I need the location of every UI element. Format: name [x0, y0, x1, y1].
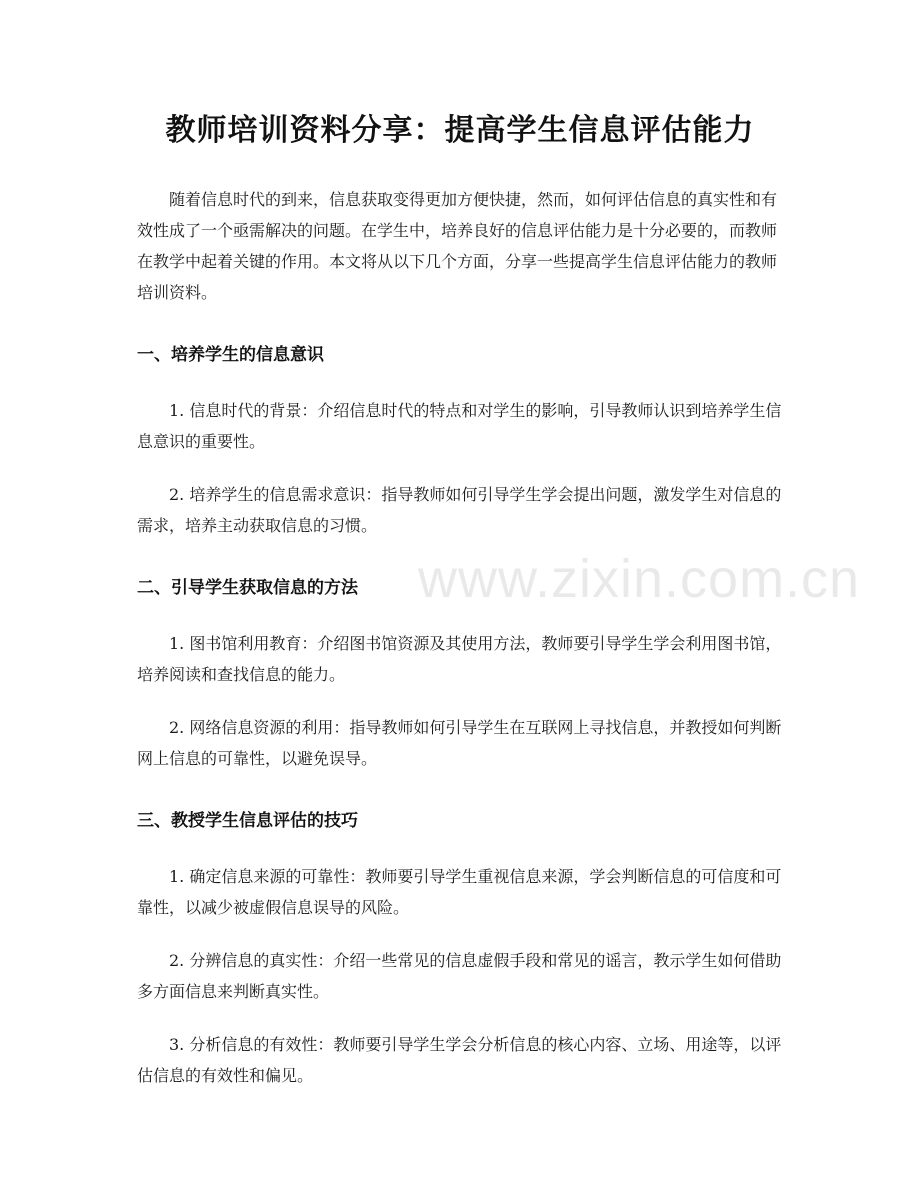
- list-item: 3. 分析信息的有效性：教师要引导学生学会分析信息的核心内容、立场、用途等，以评估信息的有效性和偏见。: [137, 1035, 782, 1085]
- list-item: 2. 培养学生的信息需求意识：指导教师如何引导学生学会提出问题，激发学生对信息的需求，培养主动获取信息的习惯。: [137, 485, 782, 535]
- list-item: 1. 确定信息来源的可靠性：教师要引导学生重视信息来源，学会判断信息的可信度和可靠性，以减少被虚假信息误导的风险。: [137, 867, 782, 917]
- section-1: [137, 340, 783, 541]
- watermark: www.zixin.com.cn: [418, 549, 861, 609]
- section-3: [137, 806, 783, 1091]
- section-heading: 二、引导学生获取信息的方法: [137, 578, 358, 598]
- section-heading: 一、培养学生的信息意识: [137, 345, 324, 365]
- section-2: [137, 573, 783, 774]
- list-item: 2. 网络信息资源的利用：指导教师如何引导学生在互联网上寻找信息，并教授如何判断网上信息的可靠性，以避免误导。: [137, 718, 782, 768]
- intro-paragraph: 随着信息时代的到来，信息获取变得更加方便快捷，然而，如何评估信息的真实性和有效性成了一个亟需解决的问题。在学生中，培养良好的信息评估能力是十分必要的，而教师在教学中起着关键的作用。本文将从以下几个方面，分享一些提高学生信息评估能力的教师培训资料。: [137, 190, 778, 302]
- list-item: 1. 信息时代的背景：介绍信息时代的特点和对学生的影响，引导教师认识到培养学生信息意识的重要性。: [137, 401, 782, 451]
- section-heading: 三、教授学生信息评估的技巧: [137, 811, 358, 831]
- list-item: 1. 图书馆利用教育：介绍图书馆资源及其使用方法，教师要引导学生学会利用图书馆，培养阅读和查找信息的能力。: [137, 634, 782, 684]
- list-item: 2. 分辨信息的真实性：介绍一些常见的信息虚假手段和常见的谣言，教示学生如何借助多方面信息来判断真实性。: [137, 951, 782, 1001]
- document-title: 教师培训资料分享：提高学生信息评估能力: [165, 113, 755, 148]
